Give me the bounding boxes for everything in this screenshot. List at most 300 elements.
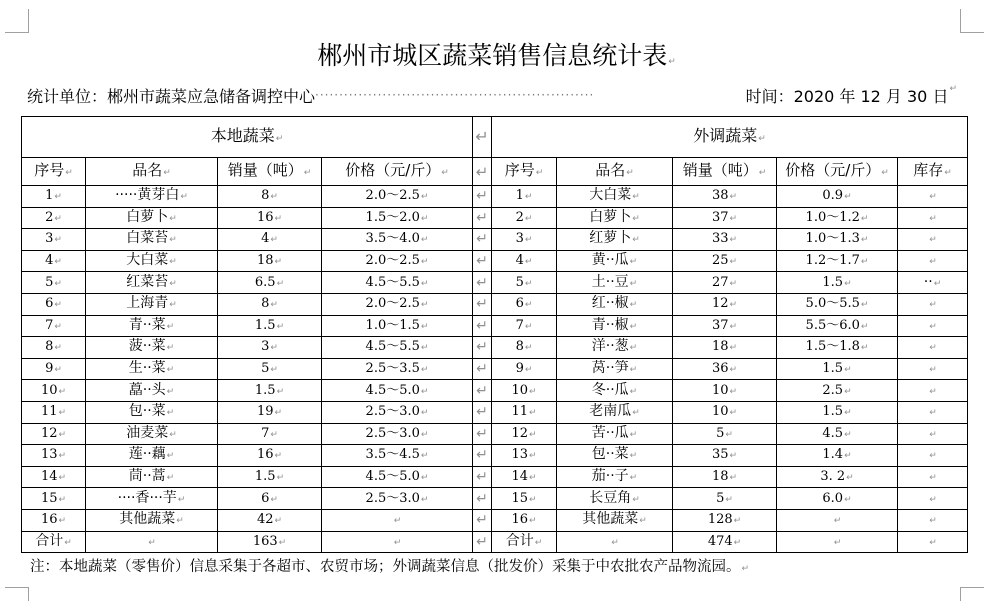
- separator-cell: ↵: [473, 315, 492, 337]
- paragraph-mark-icon: ↵: [54, 365, 62, 376]
- local-cell-price: [322, 445, 473, 467]
- paragraph-mark-icon: ↵: [274, 408, 283, 419]
- paragraph-mark-icon: ↵: [929, 386, 937, 397]
- external-cell-qty-text: 474: [707, 533, 733, 549]
- external-cell-qty-text: 18: [711, 339, 729, 355]
- external-cell-qty-text: 25: [711, 253, 729, 269]
- external-cell-no: [492, 358, 557, 380]
- dot-leader: ··························································: [315, 88, 595, 102]
- external-cell-name: [557, 186, 673, 208]
- external-cell-price: [777, 401, 898, 423]
- local-cell-name-text: 青··菜: [128, 316, 166, 333]
- date-value: 2020 年 12 月 30 日: [793, 87, 949, 106]
- external-cell-stock: [898, 509, 968, 531]
- local-cell-no: [22, 250, 86, 272]
- external-cell-name: [557, 466, 673, 488]
- local-cell-price: [322, 380, 473, 402]
- external-cell-price-text: 2.5: [822, 382, 844, 398]
- local-cell-qty: [218, 358, 322, 380]
- table-row: [22, 207, 968, 229]
- column-header-row: [22, 158, 968, 186]
- external-cell-qty: [673, 207, 777, 229]
- external-cell-qty: [673, 186, 777, 208]
- paragraph-mark-icon: ↵: [420, 365, 429, 376]
- paragraph-mark-icon: ↵: [929, 473, 937, 484]
- paragraph-mark-icon: ↵: [929, 451, 937, 462]
- local-cell-qty-text: 6: [261, 490, 270, 506]
- local-cell-no: [22, 531, 86, 553]
- paragraph-mark-icon: ↵: [420, 213, 429, 224]
- local-cell-price-text: 4.5～5.0: [365, 382, 420, 398]
- external-cell-no: [492, 293, 557, 315]
- table-row: [22, 186, 968, 208]
- paragraph-mark-icon: ↵: [276, 278, 285, 289]
- separator-cell: ↵: [473, 207, 492, 229]
- paragraph-mark-icon: ↵: [58, 494, 67, 505]
- paragraph-mark-icon: ↵: [844, 365, 852, 376]
- separator-cell: ↵: [473, 423, 492, 445]
- external-cell-name-text: 其他蔬菜: [582, 511, 639, 528]
- local-cell-name-text: ·····黄芽白: [115, 187, 180, 204]
- external-section-title: [492, 117, 968, 158]
- paragraph-mark-icon: ↵: [166, 365, 175, 376]
- paragraph-mark-icon: ↵: [420, 300, 429, 311]
- table-row: [22, 509, 968, 531]
- external-cell-qty: [673, 250, 777, 272]
- local-cell-price-text: 4.5～5.0: [365, 469, 420, 485]
- external-cell-stock: [898, 531, 968, 553]
- external-cell-no-text: 3: [515, 231, 524, 247]
- external-cell-qty: [673, 337, 777, 359]
- table-row: [22, 423, 968, 445]
- paragraph-mark-icon: ↵: [58, 516, 67, 527]
- external-cell-no: [492, 272, 557, 294]
- local-cell-no-text: 16: [40, 512, 58, 528]
- external-cell-no: [492, 401, 557, 423]
- paragraph-mark-icon: ↵: [860, 343, 869, 354]
- paragraph-mark-icon: ↵: [54, 257, 62, 268]
- external-cell-price: [777, 509, 898, 531]
- local-cell-no: [22, 229, 86, 251]
- paragraph-mark-icon: ↵: [668, 57, 676, 67]
- external-cell-name: [557, 250, 673, 272]
- paragraph-mark-icon: ↵: [844, 429, 852, 440]
- local-col-header-name: 品名↵: [86, 158, 218, 186]
- local-cell-name: [86, 423, 218, 445]
- paragraph-mark-icon: ↵: [729, 451, 738, 462]
- local-cell-qty-text: 3: [261, 339, 270, 355]
- paragraph-mark-icon: ↵: [58, 451, 67, 462]
- paragraph-mark-icon: ↵: [729, 192, 738, 203]
- local-cell-price: [322, 531, 473, 553]
- paragraph-mark-icon: ↵: [729, 235, 738, 246]
- local-cell-price: [322, 186, 473, 208]
- paragraph-mark-icon: ↵: [64, 537, 72, 548]
- external-cell-no-text: 7: [515, 317, 524, 333]
- local-cell-price-text: 2.5～3.0: [365, 490, 420, 506]
- local-cell-name-text: 上海青: [126, 295, 169, 312]
- local-cell-name-text: 大白菜: [126, 252, 169, 269]
- local-cell-no-text: 3: [45, 231, 54, 247]
- local-cell-no: [22, 186, 86, 208]
- table-row: [22, 337, 968, 359]
- paragraph-mark-icon: ↵: [929, 429, 937, 440]
- external-cell-stock: [898, 293, 968, 315]
- external-cell-no: [492, 488, 557, 510]
- paragraph-mark-icon: ↵: [180, 192, 188, 203]
- external-cell-name-text: 苦··瓜: [591, 424, 629, 441]
- paragraph-mark-icon: ↵: [166, 321, 175, 332]
- paragraph-mark-icon: ↵: [274, 516, 283, 527]
- external-cell-qty: [673, 488, 777, 510]
- external-cell-no: [492, 509, 557, 531]
- separator-cell: ↵: [473, 158, 492, 186]
- local-cell-name: [86, 229, 218, 251]
- separator-cell: ↵: [473, 117, 492, 158]
- paragraph-mark-icon: ↵: [166, 473, 175, 484]
- paragraph-mark-icon: ↵: [54, 300, 62, 311]
- external-cell-qty-text: 37: [711, 317, 729, 333]
- external-cell-no: [492, 186, 557, 208]
- paragraph-mark-icon: ↵: [420, 429, 429, 440]
- external-cell-name: [557, 531, 673, 553]
- local-cell-name: [86, 380, 218, 402]
- external-cell-no-text: 2: [515, 209, 524, 225]
- paragraph-mark-icon: ↵: [420, 278, 429, 289]
- paragraph-mark-icon: ↵: [54, 278, 62, 289]
- external-cell-stock: [898, 423, 968, 445]
- paragraph-mark-icon: ↵: [729, 365, 738, 376]
- external-cell-no-text: 合计: [505, 532, 534, 549]
- external-cell-no-text: 6: [515, 296, 524, 312]
- document-title: [0, 36, 993, 72]
- local-cell-qty: [218, 337, 322, 359]
- local-cell-qty: [218, 380, 322, 402]
- local-cell-qty: [218, 186, 322, 208]
- paragraph-mark-icon: ↵: [629, 257, 638, 268]
- external-cell-price: [777, 466, 898, 488]
- local-col-header-qty: 销量（吨）↵: [218, 158, 322, 186]
- local-cell-name-text: 白萝卜: [126, 208, 169, 225]
- local-cell-name: [86, 186, 218, 208]
- paragraph-mark-icon: ↵: [758, 133, 766, 144]
- paragraph-mark-icon: ↵: [729, 321, 738, 332]
- paragraph-mark-icon: ↵: [529, 473, 537, 484]
- local-cell-name-text: 菠··菜: [128, 338, 166, 355]
- paragraph-mark-icon: ↵: [270, 192, 278, 203]
- paragraph-mark-icon: ↵: [274, 257, 283, 268]
- local-cell-price: [322, 358, 473, 380]
- paragraph-mark-icon: ↵: [270, 494, 278, 505]
- external-cell-price-text: 6.0: [822, 490, 844, 506]
- paragraph-mark-icon: ↵: [529, 516, 537, 527]
- local-cell-price-text: 2.5～3.0: [365, 404, 420, 420]
- paragraph-mark-icon: ↵: [270, 300, 278, 311]
- paragraph-mark-icon: ↵: [741, 564, 750, 574]
- external-cell-qty-text: 12: [711, 296, 729, 312]
- external-cell-name-text: 包··菜: [591, 446, 629, 463]
- paragraph-mark-icon: ↵: [729, 257, 738, 268]
- external-cell-no-text: 5: [515, 274, 524, 290]
- paragraph-mark-icon: ↵: [524, 192, 533, 203]
- paragraph-mark-icon: ↵: [276, 321, 285, 332]
- external-cell-price-text: 1.0～1.3: [805, 231, 860, 247]
- local-cell-name-text: 藠··头: [128, 381, 166, 398]
- separator-cell: ↵: [473, 229, 492, 251]
- paragraph-mark-icon: ↵: [276, 473, 285, 484]
- paragraph-mark-icon: ↵: [629, 386, 638, 397]
- local-cell-qty: [218, 315, 322, 337]
- paragraph-mark-icon: ↵: [629, 278, 638, 289]
- external-cell-price-text: 1.4: [822, 447, 844, 463]
- external-cell-price: [777, 293, 898, 315]
- paragraph-mark-icon: ↵: [632, 408, 640, 419]
- external-cell-price-text: 4.5: [822, 425, 844, 441]
- local-cell-name: [86, 531, 218, 553]
- external-cell-stock: [898, 207, 968, 229]
- paragraph-mark-icon: ↵: [524, 257, 533, 268]
- external-cell-no-text: 15: [511, 490, 528, 506]
- info-line: [27, 84, 957, 107]
- external-cell-price-text: 1.5～1.8: [805, 339, 860, 355]
- paragraph-mark-icon: ↵: [929, 257, 937, 268]
- external-cell-stock: [898, 272, 968, 294]
- external-cell-qty: [673, 509, 777, 531]
- paragraph-mark-icon: ↵: [54, 192, 62, 203]
- paragraph-mark-icon: ↵: [860, 257, 869, 268]
- separator-cell: ↵: [473, 531, 492, 553]
- paragraph-mark-icon: ↵: [54, 321, 62, 332]
- external-cell-name-text: 白萝卜: [589, 208, 632, 225]
- local-cell-price: [322, 337, 473, 359]
- local-cell-qty-text: 8: [261, 296, 270, 312]
- external-cell-price-text: 1.5: [822, 274, 844, 290]
- paragraph-mark-icon: ↵: [524, 278, 533, 289]
- external-cell-price-text: 1.0～1.2: [805, 209, 860, 225]
- paragraph-mark-icon: ↵: [929, 321, 937, 332]
- local-cell-qty: [218, 488, 322, 510]
- paragraph-mark-icon: ↵: [54, 343, 62, 354]
- paragraph-mark-icon: ↵: [629, 365, 638, 376]
- unit-label: 统计单位：: [27, 87, 108, 106]
- local-cell-qty: [218, 423, 322, 445]
- external-cell-name: [557, 272, 673, 294]
- local-cell-price: [322, 272, 473, 294]
- local-cell-no-text: 15: [40, 490, 58, 506]
- external-cell-no: [492, 466, 557, 488]
- external-cell-qty-text: 10: [711, 382, 729, 398]
- external-col-header-price: 价格（元/斤）↵: [777, 158, 898, 186]
- external-cell-price-text: 1.2～1.7: [805, 253, 860, 269]
- external-cell-price: [777, 358, 898, 380]
- paragraph-mark-icon: ↵: [169, 300, 177, 311]
- external-cell-qty-text: 38: [711, 188, 729, 204]
- paragraph-mark-icon: ↵: [860, 300, 869, 311]
- external-cell-no-text: 11: [511, 404, 528, 420]
- paragraph-mark-icon: ↵: [844, 192, 852, 203]
- paragraph-mark-icon: ↵: [629, 343, 638, 354]
- local-cell-qty: [218, 401, 322, 423]
- paragraph-mark-icon: ↵: [420, 473, 429, 484]
- external-cell-price: [777, 186, 898, 208]
- local-cell-price-text: 2.5～3.5: [365, 361, 420, 377]
- external-cell-stock: [898, 315, 968, 337]
- local-cell-no-text: 4: [45, 253, 54, 269]
- local-cell-qty-text: 16: [256, 447, 274, 463]
- external-cell-qty-text: 128: [707, 512, 733, 528]
- paragraph-mark-icon: ↵: [929, 343, 937, 354]
- paragraph-mark-icon: ↵: [274, 213, 283, 224]
- separator-cell: ↵: [473, 466, 492, 488]
- local-cell-price: [322, 315, 473, 337]
- table-row: [22, 358, 968, 380]
- table-row: [22, 229, 968, 251]
- local-cell-qty: [218, 466, 322, 488]
- external-cell-stock: [898, 358, 968, 380]
- local-cell-name-text: 包··菜: [128, 403, 166, 420]
- local-cell-qty-text: 18: [256, 253, 274, 269]
- external-cell-no: [492, 423, 557, 445]
- external-cell-no-text: 12: [511, 425, 528, 441]
- paragraph-mark-icon: ↵: [274, 451, 283, 462]
- local-cell-price: [322, 488, 473, 510]
- unit-value: 郴州市蔬菜应急储备调控中心: [107, 87, 316, 106]
- date-label: 时间：: [745, 87, 794, 106]
- external-cell-no: [492, 207, 557, 229]
- local-cell-price-text: 2.5～3.0: [365, 425, 420, 441]
- local-cell-name-text: 白菜苔: [126, 230, 169, 247]
- external-cell-qty: [673, 466, 777, 488]
- local-cell-price: [322, 207, 473, 229]
- external-cell-name-text: 老南瓜: [589, 403, 632, 420]
- local-cell-no: [22, 272, 86, 294]
- external-cell-price: [777, 423, 898, 445]
- paragraph-mark-icon: ↵: [420, 386, 429, 397]
- local-cell-no: [22, 445, 86, 467]
- paragraph-mark-icon: ↵: [611, 537, 619, 548]
- external-cell-name: [557, 401, 673, 423]
- external-cell-name: [557, 337, 673, 359]
- local-cell-price-text: 2.0～2.5: [365, 253, 420, 269]
- local-cell-price: [322, 229, 473, 251]
- local-cell-name: [86, 445, 218, 467]
- paragraph-mark-icon: ↵: [420, 235, 429, 246]
- external-cell-qty-text: 37: [711, 209, 729, 225]
- paragraph-mark-icon: ↵: [629, 300, 638, 311]
- local-cell-price: [322, 293, 473, 315]
- external-cell-qty: [673, 423, 777, 445]
- table-row: [22, 250, 968, 272]
- table-row: [22, 401, 968, 423]
- local-cell-no: [22, 380, 86, 402]
- external-cell-name: [557, 445, 673, 467]
- paragraph-mark-icon: ↵: [166, 408, 175, 419]
- table-row: [22, 531, 968, 553]
- paragraph-mark-icon: ↵: [58, 473, 67, 484]
- local-cell-no-text: 8: [45, 339, 54, 355]
- paragraph-mark-icon: ↵: [860, 213, 869, 224]
- separator-cell: ↵: [473, 445, 492, 467]
- local-cell-name-text: 莲··藕: [128, 446, 166, 463]
- external-cell-name-text: 红萝卜: [589, 230, 632, 247]
- external-cell-stock: [898, 229, 968, 251]
- paragraph-mark-icon: ↵: [420, 321, 429, 332]
- local-cell-qty-text: 4: [261, 231, 270, 247]
- paragraph-mark-icon: ↵: [929, 516, 937, 527]
- page-corner-mark-top-left: [5, 9, 29, 33]
- paragraph-mark-icon: ↵: [729, 300, 738, 311]
- external-cell-name-text: 茄··子: [591, 468, 629, 485]
- local-cell-qty-text: 1.5: [254, 469, 276, 485]
- external-cell-stock: [898, 488, 968, 510]
- document-title-text: 郴州市城区蔬菜销售信息统计表: [317, 41, 668, 70]
- local-cell-name-text: ····香···芋: [117, 489, 177, 506]
- local-cell-qty-text: 1.5: [254, 382, 276, 398]
- external-cell-price: [777, 250, 898, 272]
- paragraph-mark-icon: ↵: [729, 408, 738, 419]
- paragraph-mark-icon: ↵: [166, 386, 175, 397]
- paragraph-mark-icon: ↵: [524, 343, 533, 354]
- external-cell-no: [492, 250, 557, 272]
- paragraph-mark-icon: ↵: [524, 300, 533, 311]
- paragraph-mark-icon: ↵: [632, 192, 640, 203]
- external-col-header-qty: 销量（吨）↵: [673, 158, 777, 186]
- local-cell-price: [322, 423, 473, 445]
- local-cell-no: [22, 293, 86, 315]
- local-cell-name: [86, 358, 218, 380]
- paragraph-mark-icon: ↵: [169, 278, 177, 289]
- paragraph-mark-icon: ↵: [169, 213, 177, 224]
- external-cell-qty: [673, 315, 777, 337]
- paragraph-mark-icon: ↵: [148, 537, 156, 548]
- external-cell-qty-text: 33: [711, 231, 729, 247]
- paragraph-mark-icon: ↵: [524, 213, 533, 224]
- paragraph-mark-icon: ↵: [860, 321, 869, 332]
- paragraph-mark-icon: ↵: [169, 429, 177, 440]
- local-cell-qty-text: 16: [256, 209, 274, 225]
- local-cell-no-text: 10: [40, 382, 58, 398]
- external-cell-price: [777, 315, 898, 337]
- paragraph-mark-icon: ↵: [534, 537, 543, 548]
- paragraph-mark-icon: ↵: [270, 235, 278, 246]
- local-cell-no: [22, 358, 86, 380]
- separator-cell: ↵: [473, 186, 492, 208]
- external-cell-name: [557, 509, 673, 531]
- local-cell-name-text: 红菜苔: [126, 273, 169, 290]
- paragraph-mark-icon: ↵: [844, 494, 852, 505]
- paragraph-mark-icon: ↵: [166, 451, 175, 462]
- paragraph-mark-icon: ↵: [529, 408, 537, 419]
- external-cell-qty: [673, 358, 777, 380]
- paragraph-mark-icon: ↵: [629, 473, 638, 484]
- paragraph-mark-icon: ↵: [933, 278, 942, 289]
- external-cell-price-text: 1.5: [822, 361, 844, 377]
- external-cell-no: [492, 531, 557, 553]
- local-col-header-price: 价格（元/斤）↵: [322, 158, 473, 186]
- external-cell-name: [557, 207, 673, 229]
- paragraph-mark-icon: ↵: [58, 386, 67, 397]
- paragraph-mark-icon: ↵: [529, 386, 537, 397]
- paragraph-mark-icon: ↵: [929, 213, 937, 224]
- local-cell-price-text: 1.5～2.0: [365, 209, 420, 225]
- section-header-row: [22, 117, 968, 158]
- paragraph-mark-icon: ↵: [632, 494, 640, 505]
- local-cell-price: [322, 401, 473, 423]
- external-cell-no: [492, 445, 557, 467]
- external-cell-name: [557, 488, 673, 510]
- paragraph-mark-icon: ↵: [275, 133, 284, 144]
- paragraph-mark-icon: ↵: [833, 537, 842, 548]
